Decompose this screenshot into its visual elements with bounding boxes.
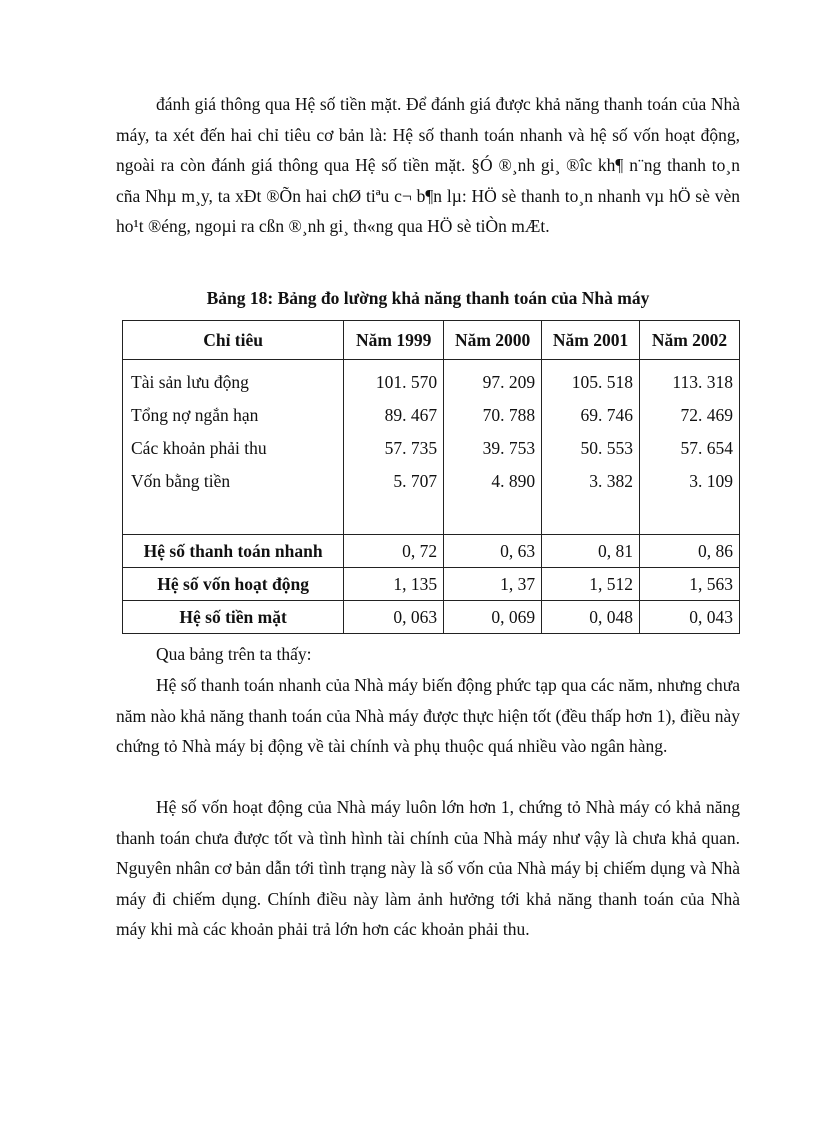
- cell-value: 3. 382: [542, 465, 640, 498]
- ratio-value: 1, 37: [444, 568, 542, 601]
- table-header-row: [123, 321, 740, 360]
- ratio-label: Hệ số vốn hoạt động: [123, 568, 344, 601]
- analysis-lead: Qua bảng trên ta thấy:: [156, 644, 312, 664]
- header-indicator: Chỉ tiêu: [123, 321, 344, 360]
- intro-paragraph: đánh giá thông qua Hệ số tiền mặt. Để đánh giá được khả năng thanh toán của Nhà máy, ta xét đến hai chỉ tiêu cơ bản là: Hệ số thanh toán nhanh và hệ số vốn hoạt động, ngoài ra còn đánh giá thông qua Hệ số tiền mặt. §Ó ®¸nh gi¸ ®îc kh¶ n¨ng thanh to¸n cña Nhµ m¸y, ta xÐt ®Õn hai chØ tiªu c¬ b¶n lµ: HÖ sè thanh to¸n nhanh vµ hÖ sè vèn ho¹t ®éng, ngoµi ra cßn ®¸nh gi¸ th«ng qua HÖ sè tiÒn mÆt.: [116, 94, 740, 236]
- table-row: [123, 360, 740, 400]
- cell-value: 39. 753: [444, 432, 542, 465]
- cell-value: 4. 890: [444, 465, 542, 498]
- cell-value: 70. 788: [444, 399, 542, 432]
- ratio-value: 0, 063: [344, 601, 444, 634]
- table-row: [123, 399, 740, 432]
- ratio-value: 0, 81: [542, 535, 640, 568]
- table-row: [123, 465, 740, 498]
- cell-value: 57. 735: [344, 432, 444, 465]
- ratio-value: 0, 72: [344, 535, 444, 568]
- cell-value: 5. 707: [344, 465, 444, 498]
- ratio-row: [123, 568, 740, 601]
- header-year-2000: Năm 2000: [444, 321, 542, 360]
- cell-value: 89. 467: [344, 399, 444, 432]
- header-year-2001: Năm 2001: [542, 321, 640, 360]
- analysis-paragraph-working-capital: Hệ số vốn hoạt động của Nhà máy luôn lớn hơn 1, chứng tỏ Nhà máy có khả năng thanh toán chưa được tốt và tình hình tài chính của Nhà máy như vậy là chưa khả quan. Nguyên nhân cơ bản dẫn tới tình trạng này là số vốn của Nhà máy bị chiếm dụng và Nhà máy đi chiếm dụng. Chính điều này làm ảnh hưởng tới khả năng thanh toán của Nhà máy khi mà các khoản phải trả lớn hơn các khoản phải thu.: [116, 797, 740, 939]
- ratio-value: 1, 563: [640, 568, 740, 601]
- ratio-label: Hệ số thanh toán nhanh: [123, 535, 344, 568]
- ratio-value: 1, 135: [344, 568, 444, 601]
- row-label: Tài sản lưu động: [123, 360, 344, 400]
- ratio-value: 0, 069: [444, 601, 542, 634]
- cell-value: 113. 318: [640, 360, 740, 400]
- table-caption: Bảng 18: Bảng đo lường khả năng thanh toán của Nhà máy: [206, 288, 650, 308]
- ratio-row: [123, 601, 740, 634]
- row-label: Tổng nợ ngắn hạn: [123, 399, 344, 432]
- liquidity-table: [122, 320, 740, 634]
- table-spacer-row: [123, 498, 740, 535]
- cell-value: 69. 746: [542, 399, 640, 432]
- ratio-value: 0, 63: [444, 535, 542, 568]
- row-label: Các khoản phải thu: [123, 432, 344, 465]
- header-year-2002: Năm 2002: [640, 321, 740, 360]
- table-row: [123, 432, 740, 465]
- cell-value: 97. 209: [444, 360, 542, 400]
- cell-value: 3. 109: [640, 465, 740, 498]
- ratio-value: 0, 86: [640, 535, 740, 568]
- cell-value: 50. 553: [542, 432, 640, 465]
- header-year-1999: Năm 1999: [344, 321, 444, 360]
- cell-value: 72. 469: [640, 399, 740, 432]
- cell-value: 105. 518: [542, 360, 640, 400]
- ratio-row: [123, 535, 740, 568]
- ratio-label: Hệ số tiền mặt: [123, 601, 344, 634]
- cell-value: 57. 654: [640, 432, 740, 465]
- analysis-paragraph-quick-ratio: Hệ số thanh toán nhanh của Nhà máy biến động phức tạp qua các năm, nhưng chưa năm nào khả năng thanh toán của Nhà máy được thực hiện tốt (đều thấp hơn 1), điều này chứng tỏ Nhà máy bị động về tài chính và phụ thuộc quá nhiều vào ngân hàng.: [116, 675, 740, 756]
- ratio-value: 1, 512: [542, 568, 640, 601]
- ratio-value: 0, 043: [640, 601, 740, 634]
- row-label: Vốn bằng tiền: [123, 465, 344, 498]
- ratio-value: 0, 048: [542, 601, 640, 634]
- cell-value: 101. 570: [344, 360, 444, 400]
